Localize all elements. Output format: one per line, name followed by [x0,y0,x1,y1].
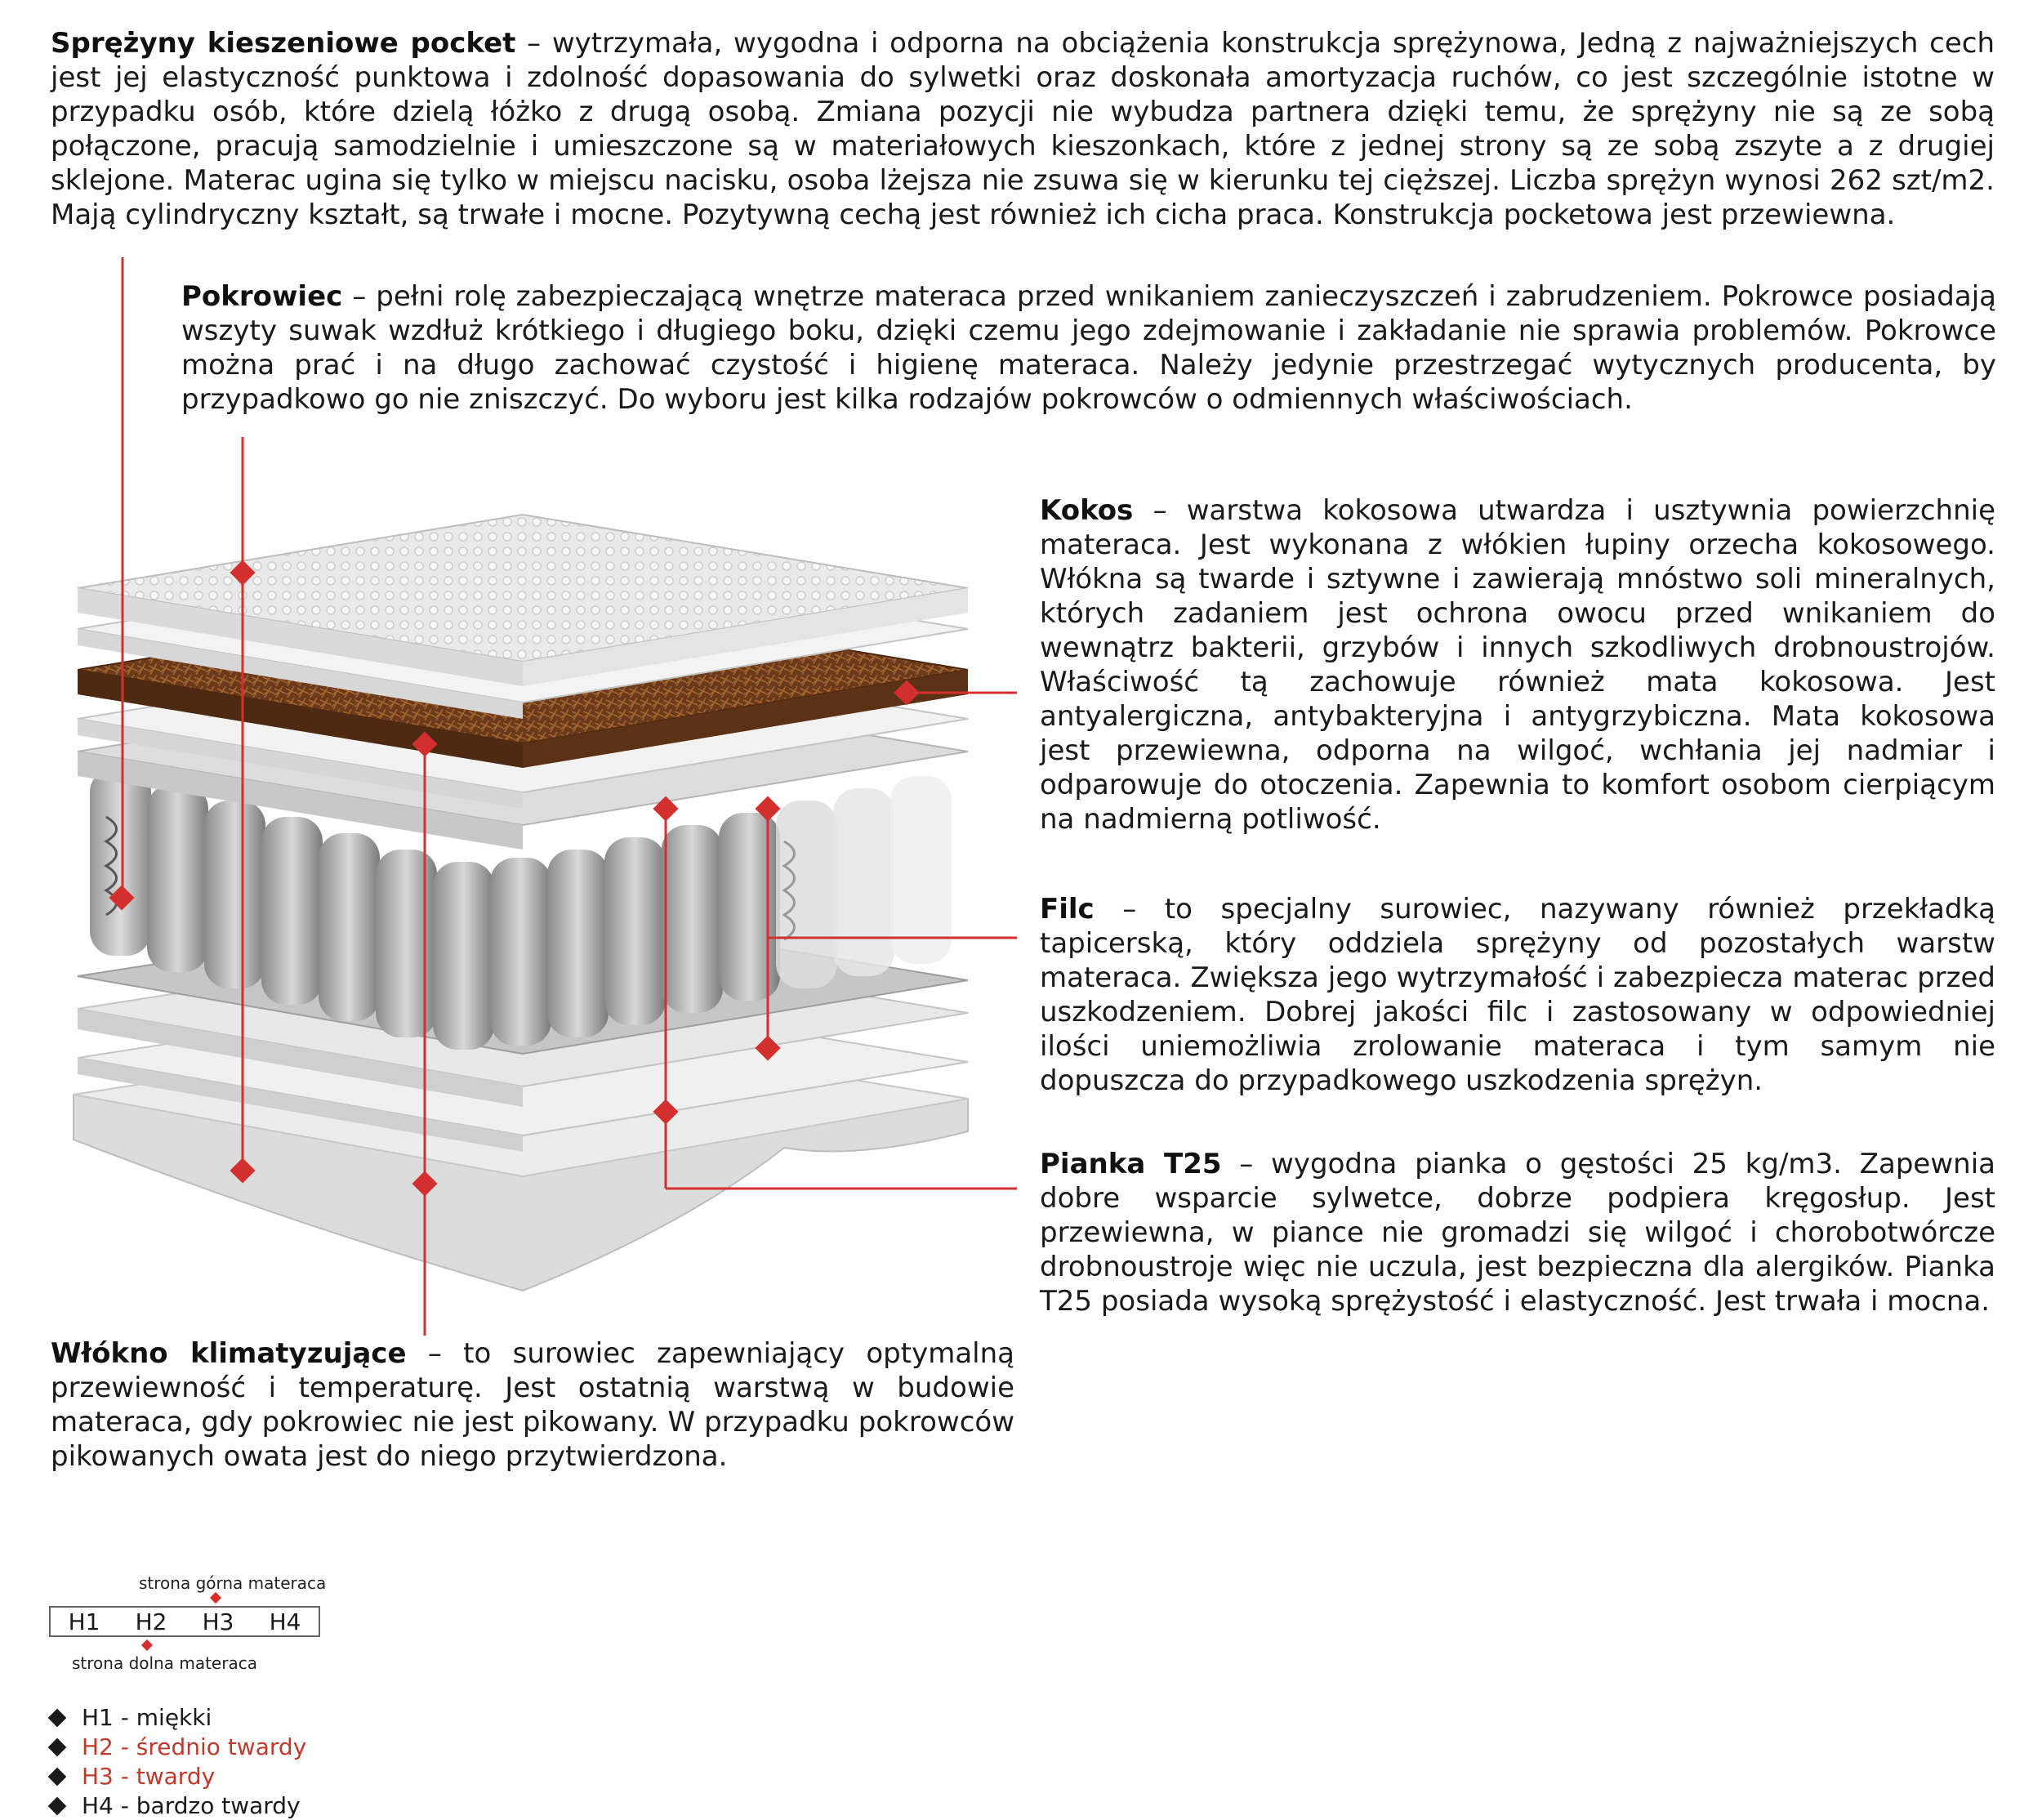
hardness-scale [49,1606,320,1637]
fiber-text: – to surowiec zapewniający optymalną przewiewność i temperaturę. Jest ostatnią warstwą w budowie materaca, gdy pokrowiec nie jest pikowany. W przypadku pokrowców pikowanych owata jest do niego przytwierdzona. [51,1337,1014,1473]
coconut-text: – warstwa kokosowa utwardza i usztywnia powierzchnię materaca. Jest wykonana z włókien łupiny orzecha kokosowego. Włókna są twarde i sztywne i zawierają mnóstwo soli mineralnych, których zadaniem jest ochrona owocu przed wnikaniem do wewnątrz bakterii, grzybów i innych szkodliwych drobnoustrojów. Właściwość tą zachowuje również mata kokosowa. Jest antyalergiczna, antybakteryjna i antygrzybiczna. Mata kokosowa jest przewiewna, odporna na wilgoć, wchłania jej nadmiar i odparowuje do otoczenia. Zapewnia to komfort osobom cierpiącym na nadmierną potliwość. [1040,494,1995,836]
legend-item: H4 - bardzo twardy [51,1792,301,1820]
diamond-icon [48,1797,67,1816]
felt-title: Filc [1040,893,1095,926]
legend-item: H3 - twardy [51,1763,215,1791]
bottom-side-marker [141,1639,153,1651]
springs-title: Sprężyny kieszeniowe pocket [51,27,516,60]
fiber-title: Włókno klimatyzujące [51,1337,407,1370]
hardness-level: H2 [135,1608,167,1635]
hardness-level: H4 [269,1608,301,1635]
hardness-level: H3 [202,1608,234,1635]
legend-item: H1 - miękki [51,1704,212,1732]
diamond-icon [48,1709,67,1728]
felt-text: – to specjalny surowiec, nazywany również przekładką tapicerską, który oddziela sprężyny od pozostałych warstw materaca. Zwiększa jego wytrzymałość i zabezpiecza materac przed uszkodzeniem. Dobrej jakości filc i zastosowany w odpowiedniej ilości uniemożliwia zrolowanie materaca i tym samym nie dopuszcza do przypadkowego uszkodzenia sprężyn. [1040,893,1995,1097]
foam-text: – wygodna pianka o gęstości 25 kg/m3. Zapewnia dobre wsparcie sylwetce, dobrze podpiera kręgosłup. Jest przewiewna, w piance nie gromadzi się wilgoć i chorobotwórcze drobnoustroje więc nie uczula, jest bezpieczna dla alergików. Pianka T25 posiada wysoką sprężystość i elastyczność. Jest trwała i mocna. [1040,1148,1995,1318]
cover-text: – pełni rolę zabezpieczającą wnętrze materaca przed wnikaniem zanieczyszczeń i zabrudzeniem. Pokrowce posiadają wszyty suwak wzdłuż krótkiego i długiego boku, dzięki czemu jego zdejmowanie i zakładanie nie sprawia problemów. Pokrowce można prać i na długo zachować czystość i higienę materaca. Należy jedynie przestrzegać wytycznych producenta, by przypadkowo go nie zniszczyć. Do wyboru jest kilka rodzajów pokrowców o odmiennych właściwościach. [181,280,1996,416]
coconut-title: Kokos [1040,494,1134,527]
cover-title: Pokrowiec [181,280,343,313]
bottom-side-label: strona dolna materaca [72,1653,257,1673]
top-side-label: strona górna materaca [139,1573,327,1593]
springs-text: – wytrzymała, wygodna i odporna na obciążenia konstrukcja sprężynowa, Jedną z najważniejszych cech jest jej elastyczność punktowa i zdolność dopasowania do sylwetki oraz doskonała amortyzacja ruchów, co jest szczególnie istotne w przypadku osób, które dzielą łóżko z drugą osobą. Zmiana pozycji nie wybudza partnera dzięki temu, że sprężyny nie są ze sobą połączone, pracują samodzielnie i umieszczone są w materiałowych kieszonkach, które z jednej strony są ze sobą zszyte a z drugiej sklejone. Materac ugina się tylko w miejscu nacisku, osoba lżejsza nie zsuwa się w kierunku tej cięższej. Liczba sprężyn wynosi 262 szt/m2. Mają cylindryczny kształt, są trwałe i mocne. Pozytywną cechą jest również ich cicha praca. Konstrukcja pocketowa jest przewiewna. [51,27,1995,231]
top-side-marker [210,1592,221,1604]
diamond-icon [48,1768,67,1787]
legend-item: H2 - średnio twardy [51,1733,306,1761]
hardness-level: H1 [68,1608,100,1635]
diamond-icon [48,1738,67,1757]
foam-title: Pianka T25 [1040,1148,1222,1180]
